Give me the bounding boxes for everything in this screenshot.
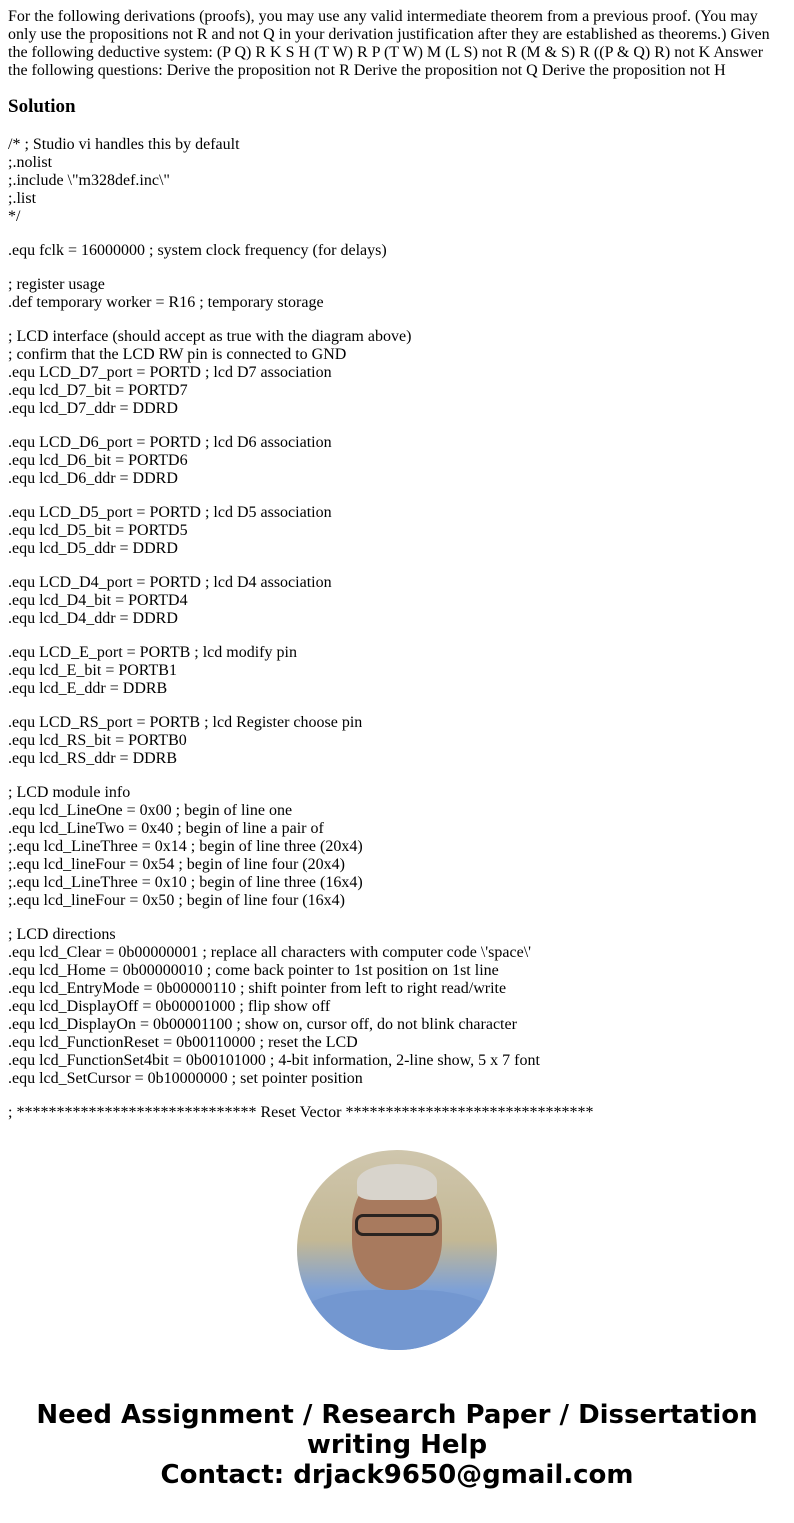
code-line: ; ****************************** Reset Vector ******************************* — [8, 1104, 594, 1121]
code-block — [8, 1104, 786, 1122]
code-line: .equ lcd_D5_bit = PORTD5 — [8, 522, 188, 539]
code-line: ; LCD module info — [8, 784, 131, 801]
code-line: .equ lcd_D5_ddr = DDRD — [8, 540, 178, 557]
code-line: .equ LCD_D6_port = PORTD ; lcd D6 association — [8, 434, 332, 451]
code-line: ;.include \"m328def.inc\" — [8, 172, 170, 189]
code-block — [8, 136, 786, 226]
code-block — [8, 434, 786, 488]
code-line: .equ fclk = 16000000 ; system clock frequency (for delays) — [8, 242, 387, 259]
code-line: ; LCD interface (should accept as true with the diagram above) — [8, 328, 412, 345]
code-block — [8, 644, 786, 698]
code-line: */ — [8, 208, 21, 225]
code-line: .equ LCD_D7_port = PORTD ; lcd D7 association — [8, 364, 332, 381]
code-line: .equ lcd_E_bit = PORTB1 — [8, 662, 177, 679]
code-line: .equ lcd_D7_ddr = DDRD — [8, 400, 178, 417]
code-block — [8, 504, 786, 558]
code-block — [8, 574, 786, 628]
solution-heading: Solution — [8, 96, 76, 117]
code-line: .equ lcd_D4_ddr = DDRD — [8, 610, 178, 627]
question-text: For the following derivations (proofs), you may use any valid intermediate theorem from a previous proof. (You may only use the propositions not R and not Q in your derivation justification after they are established as theorems.) Given the following deductive system: (P Q) R K S H (T W) R P (T W) M (L S) not R (M & S) R ((P & Q) R) not K Answer the following questions: Derive the proposition not R Derive the proposition not Q Derive the proposition not H — [8, 8, 770, 79]
code-line: .equ lcd_RS_ddr = DDRB — [8, 750, 178, 767]
author-avatar — [297, 1150, 497, 1350]
avatar-hair — [357, 1164, 437, 1200]
code-line: .equ lcd_EntryMode = 0b00000110 ; shift pointer from left to right read/write — [8, 980, 507, 997]
solution-code — [8, 136, 786, 1122]
code-line: .equ lcd_RS_bit = PORTB0 — [8, 732, 187, 749]
code-line: .equ lcd_D6_ddr = DDRD — [8, 470, 178, 487]
code-block — [8, 784, 786, 910]
code-line: .equ lcd_Clear = 0b00000001 ; replace all characters with computer code \'space\' — [8, 944, 532, 961]
footer-contact: Contact: drjack9650@gmail.com — [160, 1460, 634, 1490]
code-line: ;.nolist — [8, 154, 53, 171]
code-line: ; register usage — [8, 276, 105, 293]
code-line: ;.equ lcd_LineThree = 0x14 ; begin of line three (20x4) — [8, 838, 363, 855]
code-line: ;.equ lcd_lineFour = 0x54 ; begin of line four (20x4) — [8, 856, 345, 873]
code-line: .equ lcd_Home = 0b00000010 ; come back pointer to 1st position on 1st line — [8, 962, 499, 979]
code-line: .def temporary worker = R16 ; temporary storage — [8, 294, 324, 311]
code-line: ;.equ lcd_LineThree = 0x10 ; begin of line three (16x4) — [8, 874, 363, 891]
footer-banner — [8, 1400, 786, 1490]
code-block — [8, 276, 786, 312]
code-block — [8, 926, 786, 1088]
code-line: .equ lcd_D4_bit = PORTD4 — [8, 592, 188, 609]
code-line: .equ LCD_RS_port = PORTB ; lcd Register choose pin — [8, 714, 363, 731]
code-line: ; confirm that the LCD RW pin is connected to GND — [8, 346, 347, 363]
footer-help-text: Need Assignment / Research Paper / Dissertation writing Help — [36, 1400, 758, 1460]
code-line: .equ lcd_LineOne = 0x00 ; begin of line one — [8, 802, 293, 819]
code-line: .equ lcd_D7_bit = PORTD7 — [8, 382, 188, 399]
code-line: ;.equ lcd_lineFour = 0x50 ; begin of line four (16x4) — [8, 892, 345, 909]
code-line: .equ lcd_E_ddr = DDRB — [8, 680, 168, 697]
avatar-shirt — [297, 1290, 497, 1350]
code-line: .equ lcd_SetCursor = 0b10000000 ; set pointer position — [8, 1070, 363, 1087]
code-line: .equ lcd_LineTwo = 0x40 ; begin of line a pair of — [8, 820, 324, 837]
code-block — [8, 714, 786, 768]
code-line: .equ LCD_D5_port = PORTD ; lcd D5 association — [8, 504, 332, 521]
glasses-icon — [355, 1214, 439, 1236]
code-line: ;.list — [8, 190, 37, 207]
code-line: .equ lcd_DisplayOff = 0b00001000 ; flip show off — [8, 998, 331, 1015]
code-line: .equ LCD_E_port = PORTB ; lcd modify pin — [8, 644, 297, 661]
code-block — [8, 328, 786, 418]
code-line: /* ; Studio vi handles this by default — [8, 136, 240, 153]
code-block — [8, 242, 786, 260]
code-line: .equ lcd_FunctionSet4bit = 0b00101000 ; 4-bit information, 2-line show, 5 x 7 font — [8, 1052, 540, 1069]
author-photo-container — [8, 1150, 786, 1350]
code-line: ; LCD directions — [8, 926, 116, 943]
code-line: .equ LCD_D4_port = PORTD ; lcd D4 association — [8, 574, 332, 591]
code-line: .equ lcd_DisplayOn = 0b00001100 ; show on, cursor off, do not blink character — [8, 1016, 517, 1033]
code-line: .equ lcd_FunctionReset = 0b00110000 ; reset the LCD — [8, 1034, 358, 1051]
code-line: .equ lcd_D6_bit = PORTD6 — [8, 452, 188, 469]
